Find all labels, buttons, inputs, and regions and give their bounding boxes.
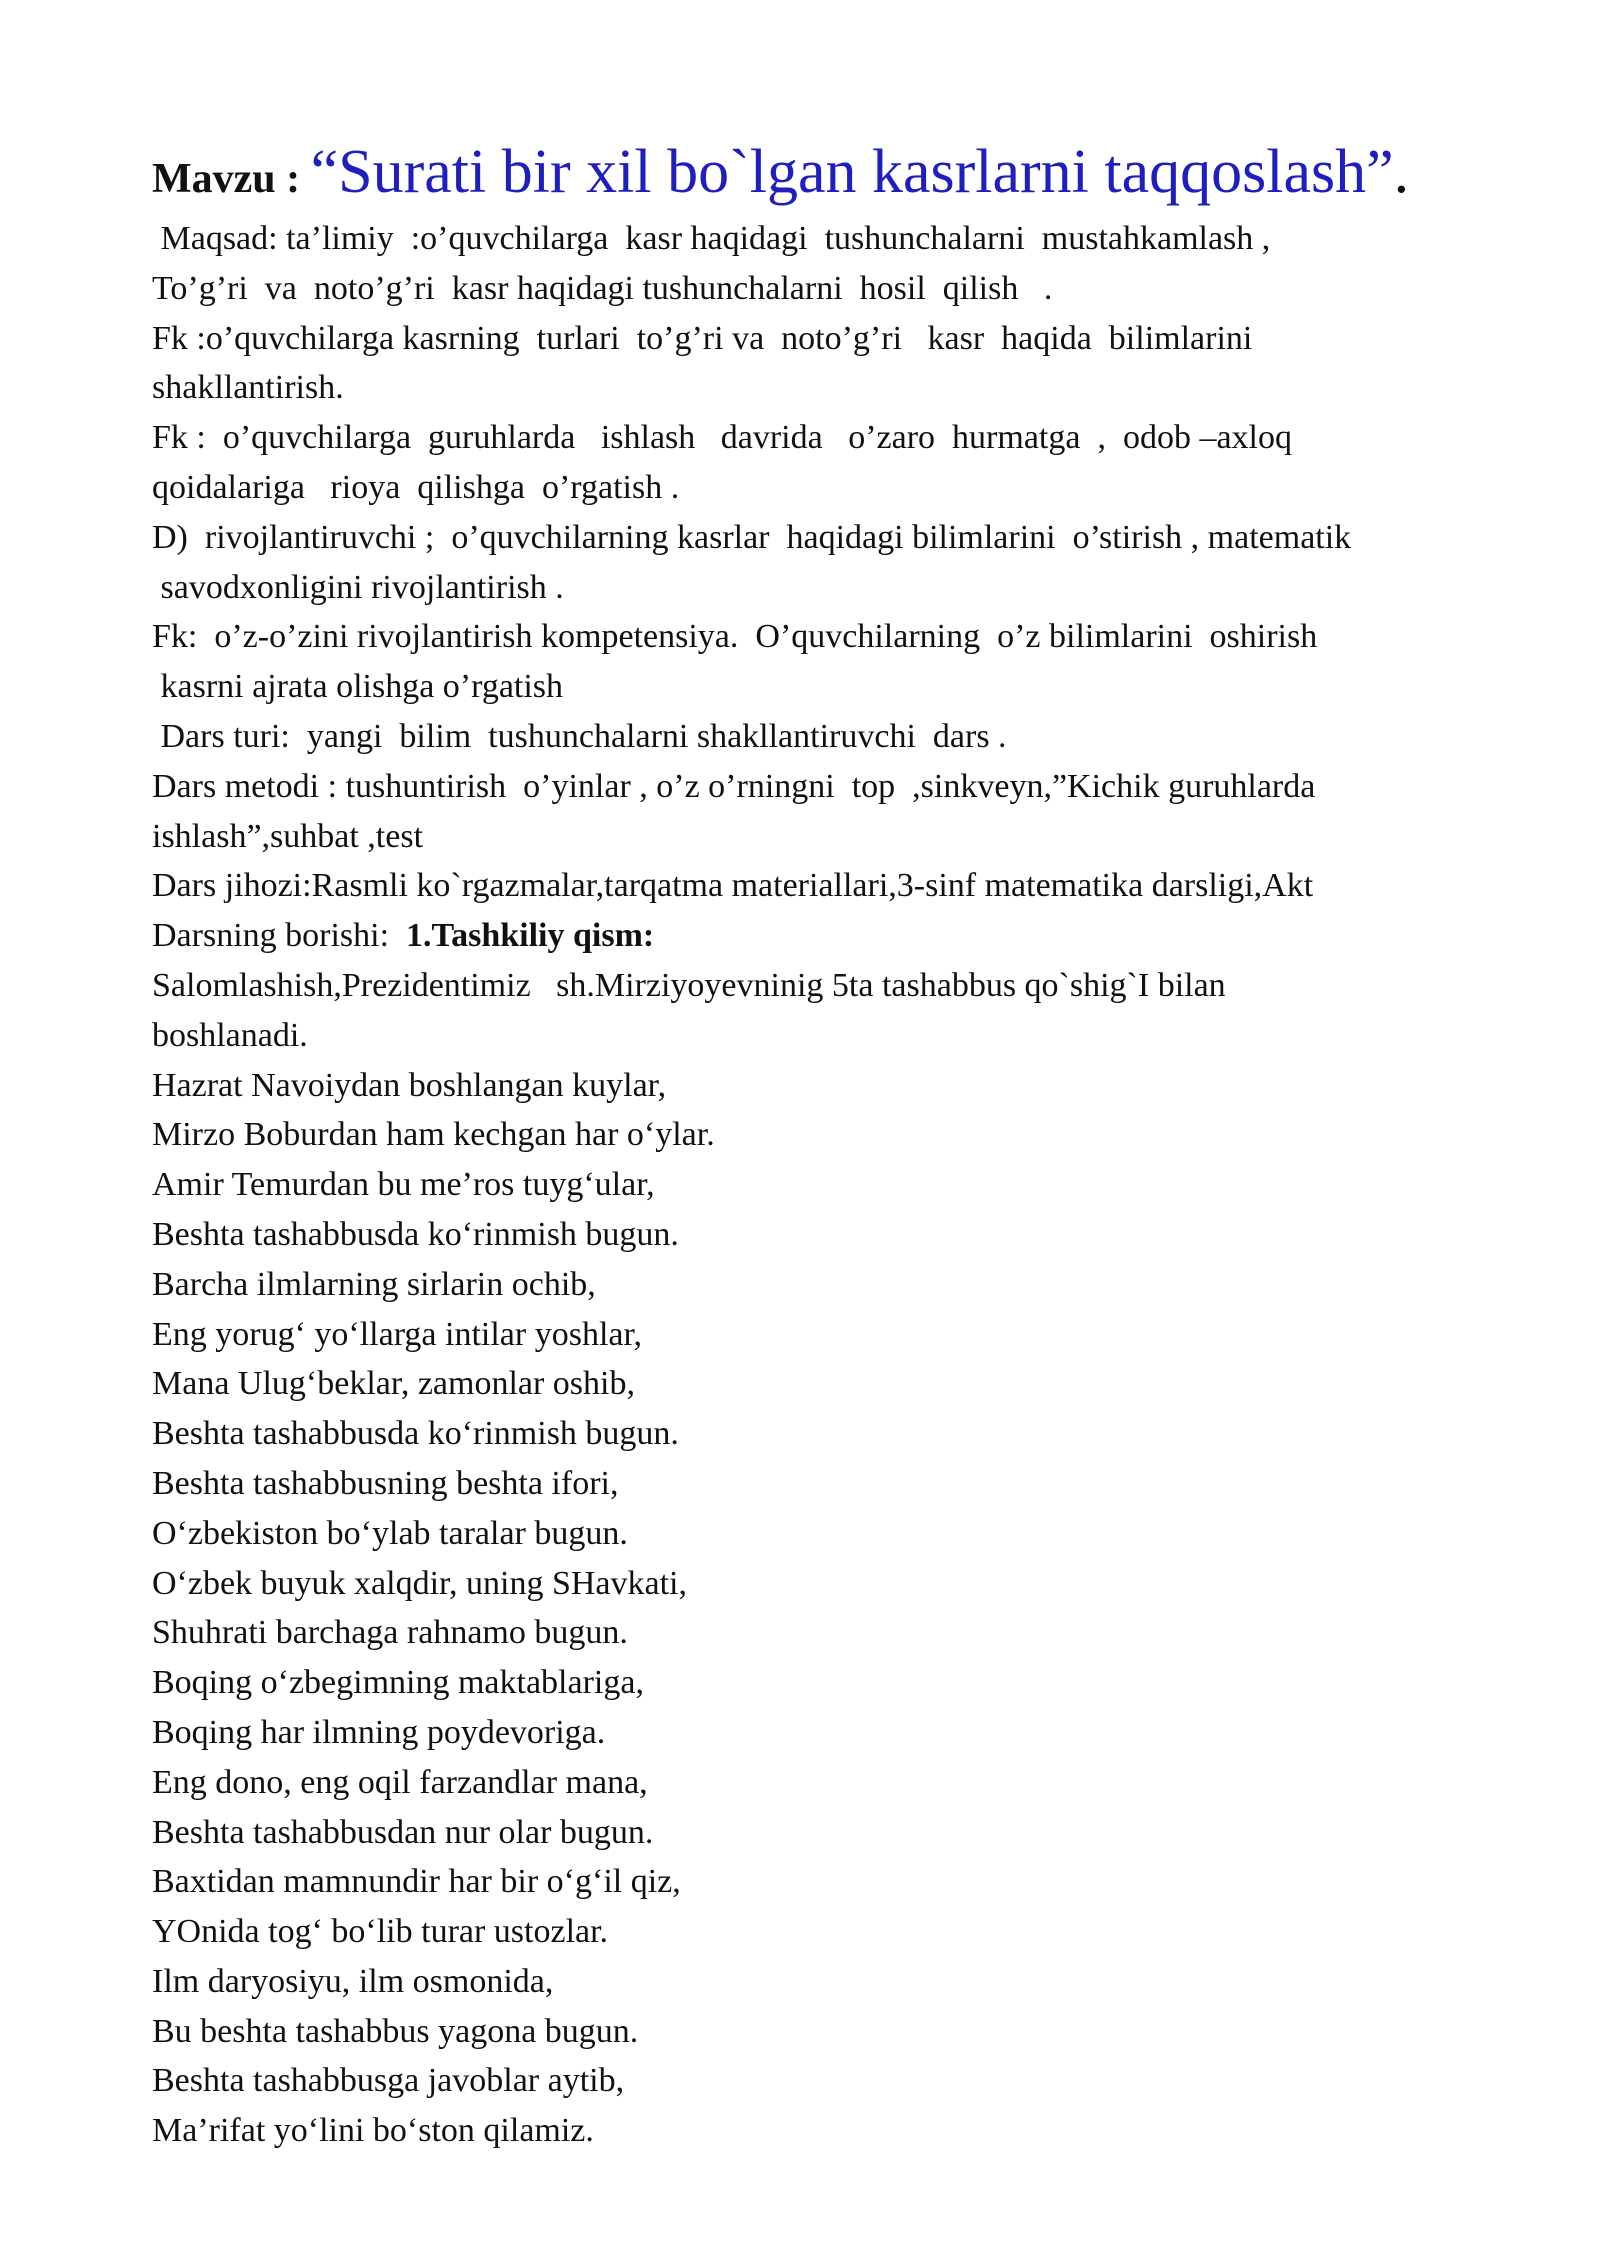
poem-line: Eng dono, eng oqil farzandlar mana, bbox=[152, 1763, 648, 1801]
poem-line: Beshta tashabbusga javoblar aytib, bbox=[152, 2062, 625, 2100]
poem-line: Beshta tashabbusdan nur olar bugun. bbox=[152, 1813, 654, 1851]
text-line: Maqsad: ta’limiy :o’quvchilarga kasr haqidagi tushunchalarni mustahkamlash , bbox=[152, 220, 1271, 257]
poem-line: Hazrat Navoiydan boshlangan kuylar, bbox=[152, 1066, 667, 1104]
poem-line: Mana Ulug‘beklar, zamonlar oshib, bbox=[152, 1365, 635, 1403]
text-line: Dars metodi : tushuntirish o’yinlar , o’z o’rningni top ,sinkveyn,”Kichik guruhlarda bbox=[152, 767, 1316, 805]
lesson-objectives bbox=[152, 214, 1492, 911]
progress-label: Darsning borishi: bbox=[152, 917, 407, 955]
text-line: To’g’ri va noto’g’ri kasr haqidagi tushunchalarni hosil qilish . bbox=[152, 269, 1053, 307]
text-line: D) rivojlantiruvchi ; o’quvchilarning kasrlar haqidagi bilimlarini o’stirish , matematik bbox=[152, 518, 1352, 556]
title-prefix: Mavzu : bbox=[152, 156, 311, 202]
text-line: savodxonligini rivojlantirish . bbox=[152, 568, 564, 606]
poem-line: Boqing har ilmning poydevoriga. bbox=[152, 1713, 606, 1751]
poem-line: O‘zbek buyuk xalqdir, uning SHavkati, bbox=[152, 1564, 687, 1602]
poem-line: Ilm daryosiyu, ilm osmonida, bbox=[152, 1962, 554, 2000]
text-line: boshlanadi. bbox=[152, 1016, 308, 1054]
text-line: qoidalariga rioya qilishga o’rgatish . bbox=[152, 468, 680, 506]
text-line: Dars turi: yangi bilim tushunchalarni shakllantiruvchi dars . bbox=[152, 717, 1007, 755]
text-line: ishlash”,suhbat ,test bbox=[152, 817, 424, 855]
text-line: shakllantirish. bbox=[152, 369, 344, 407]
title-topic: “Surati bir xil bo`lgan kasrlarni taqqoslash” bbox=[310, 138, 1394, 206]
text-line: Salomlashish,Prezidentimiz sh.Mirziyoyevninig 5ta tashabbus qo`shig`I bilan bbox=[152, 966, 1226, 1004]
poem-line: Eng yorug‘ yo‘llarga intilar yoshlar, bbox=[152, 1315, 642, 1353]
poem-line: Amir Temurdan bu me’ros tuyg‘ular, bbox=[152, 1166, 655, 1204]
text-line: kasrni ajrata olishga o’rgatish bbox=[152, 668, 564, 706]
poem-line: Barcha ilmlarning sirlarin ochib, bbox=[152, 1265, 596, 1303]
progress-stage: 1.Tashkiliy qism: bbox=[406, 917, 655, 955]
document-page bbox=[152, 130, 1492, 2156]
poem-line: O‘zbekiston bo‘ylab taralar bugun. bbox=[152, 1514, 628, 1552]
poem-line: Shuhrati barchaga rahnamo bugun. bbox=[152, 1614, 628, 1652]
poem-line: Baxtidan mamnundir har bir o‘g‘il qiz, bbox=[152, 1863, 681, 1901]
poem-line: Boqing o‘zbegimning maktablariga, bbox=[152, 1664, 644, 1702]
poem-line: Beshta tashabbusda ko‘rinmish bugun. bbox=[152, 1415, 679, 1453]
poem-line: Beshta tashabbusning beshta ifori, bbox=[152, 1464, 619, 1502]
poem-line: Beshta tashabbusda ko‘rinmish bugun. bbox=[152, 1215, 679, 1253]
poem-line: Ma’rifat yo‘lini bo‘ston qilamiz. bbox=[152, 2112, 594, 2150]
poem-line: Bu beshta tashabbus yagona bugun. bbox=[152, 2012, 639, 2050]
text-line: Dars jihozi:Rasmli ko`rgazmalar,tarqatma materiallari,3-sinf matematika darsligi,Akt bbox=[152, 867, 1314, 905]
page-title bbox=[152, 130, 1492, 214]
poem-line: Mirzo Boburdan ham kechgan har o‘ylar. bbox=[152, 1116, 715, 1154]
poem-line: YOnida tog‘ bo‘lib turar ustozlar. bbox=[152, 1913, 609, 1951]
poem-text bbox=[152, 1061, 1492, 2157]
opening-paragraph bbox=[152, 961, 1492, 1061]
text-line: Fk : o’quvchilarga guruhlarda ishlash davrida o’zaro hurmatga , odob –axloq bbox=[152, 419, 1292, 457]
text-line: Fk :o’quvchilarga kasrning turlari to’g’ri va noto’g’ri kasr haqida bilimlarini bbox=[152, 319, 1253, 357]
title-suffix: . bbox=[1393, 138, 1410, 206]
lesson-progress-line bbox=[152, 911, 1492, 961]
text-line: Fk: o’z-o’zini rivojlantirish kompetensiya. O’quvchilarning o’z bilimlarini oshirish bbox=[152, 618, 1318, 656]
